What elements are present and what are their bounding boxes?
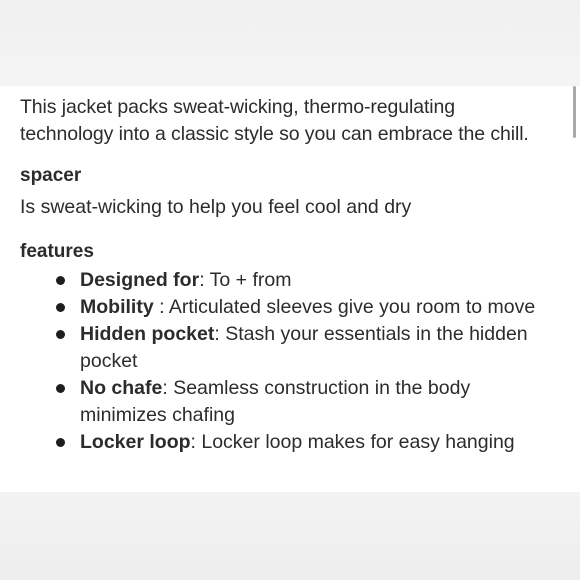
- scrollbar-thumb[interactable]: [573, 86, 576, 138]
- feature-name: Locker loop: [80, 431, 191, 453]
- bottom-background: [0, 492, 580, 580]
- feature-text: : Locker loop makes for easy hanging: [190, 431, 515, 453]
- feature-text: : To + from: [199, 269, 292, 291]
- features-list: [20, 267, 536, 456]
- bullet-icon: [56, 330, 65, 339]
- spacer-heading: spacer: [20, 165, 82, 186]
- bullet-icon: [56, 384, 65, 393]
- feature-name: Mobility: [80, 296, 154, 318]
- feature-name: No chafe: [80, 377, 163, 399]
- spacer-text: Is sweat-wicking to help you feel cool and dry: [20, 196, 412, 218]
- list-item: [20, 267, 536, 294]
- features-heading: features: [20, 241, 94, 262]
- list-item: [20, 375, 536, 429]
- list-item: [20, 294, 536, 321]
- product-description-panel: [0, 86, 580, 492]
- feature-text: : Articulated sleeves give you room to move: [153, 296, 536, 318]
- intro-paragraph: This jacket packs sweat-wicking, thermo-regulating technology into a classic style so you can embrace the chill.: [20, 96, 529, 145]
- list-item: [20, 429, 536, 456]
- feature-name: Designed for: [80, 269, 200, 291]
- bullet-icon: [56, 303, 65, 312]
- top-background: [0, 0, 580, 86]
- feature-text: : Seamless construction in the body minimizes chafing: [80, 377, 471, 426]
- feature-name: Hidden pocket: [80, 323, 215, 345]
- list-item: [20, 321, 536, 375]
- feature-text: : Stash your essentials in the hidden pocket: [80, 323, 528, 372]
- bullet-icon: [56, 438, 65, 447]
- bullet-icon: [56, 276, 65, 285]
